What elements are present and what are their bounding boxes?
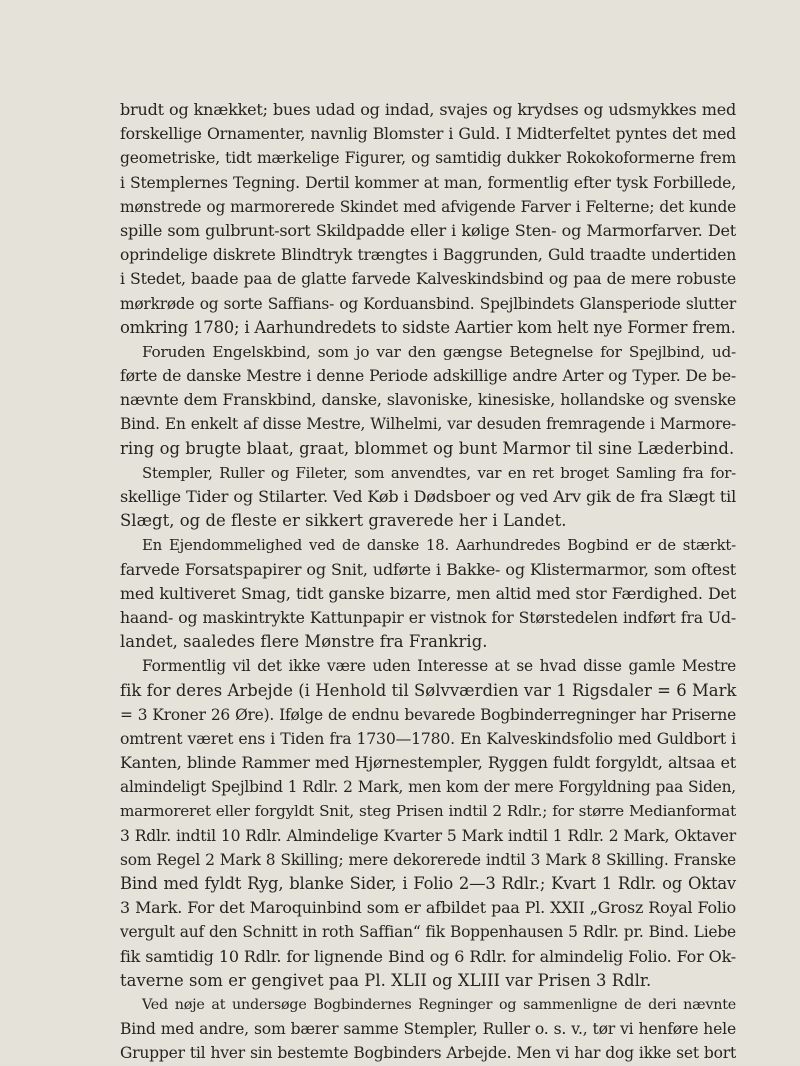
text-line: Bind med andre, som bærer samme Stempler, Ruller o. s. v., tør vi henføre hele — [120, 1020, 736, 1039]
text-line: vergult auf den Schnitt in roth Saffian“ fik Boppenhausen 5 Rdlr. pr. Bind. Liebe — [120, 923, 736, 942]
text-line: omkring 1780; i Aarhundredets to sidste Aartier kom helt nye Former frem. — [120, 317, 736, 337]
text-line: Kanten, blinde Rammer med Hjørnestempler, Ryggen fuldt forgyldt, altsaa et — [120, 753, 736, 773]
text-line: Bind. En enkelt af disse Mestre, Wilhelmi, var desuden fremragende i Marmore- — [120, 415, 736, 434]
text-line: brudt og knækket; bues udad og indad, svajes og krydses og udsmykkes med — [120, 100, 736, 119]
text-line: farvede Forsatspapirer og Snit, udførte i Bakke- og Klistermarmor, som oftest — [120, 559, 736, 579]
text-line: = 3 Kroner 26 Øre). Ifølge de endnu bevarede Bogbinderregninger har Priserne — [120, 705, 736, 724]
text-line: i Stedet, baade paa de glatte farvede Kalveskindsbind og paa de mere robuste — [120, 269, 736, 289]
text-line: 3 Rdlr. indtil 10 Rdlr. Almindelige Kvarter 5 Mark indtil 1 Rdlr. 2 Mark, Oktaver — [120, 826, 736, 845]
text-line: 3 Mark. For det Maroquinbind som er afbildet paa Pl. XXII „Grosz Royal Folio — [120, 898, 736, 918]
text-line: i Stemplernes Tegning. Dertil kommer at man, formentlig efter tysk Forbillede, — [120, 172, 736, 192]
text-line: mønstrede og marmorerede Skindet med afvigende Farver i Felterne; det kunde — [120, 197, 736, 216]
text-line: Bind med fyldt Ryg, blanke Sider, i Folio 2—3 Rdlr.; Kvart 1 Rdlr. og Oktav — [120, 874, 736, 893]
text-line: som Regel 2 Mark 8 Skilling; mere dekorerede indtil 3 Mark 8 Skilling. Franske — [120, 850, 736, 869]
text-line: forskellige Ornamenter, navnlig Blomster i Guld. I Midterfeltet pyntes det med — [120, 124, 736, 144]
text-line: skellige Tider og Stilarter. Ved Køb i Dødsboer og ved Arv gik de fra Slægt til — [120, 487, 736, 506]
text-line: geometriske, tidt mærkelige Figurer, og samtidig dukker Rokokoformerne frem — [120, 149, 736, 168]
text-line: Foruden Engelskbind, som jo var den gængse Betegnelse for Spejlbind, ud- — [142, 342, 736, 361]
text-line: mørkrøde og sorte Saffians- og Korduansbind. Spejlbindets Glansperiode slutter — [120, 294, 736, 313]
text-line: fik for deres Arbejde (i Henhold til Sølvværdien var 1 Rigsdaler = 6 Mark — [120, 680, 737, 700]
text-line: fik samtidig 10 Rdlr. for lignende Bind og 6 Rdlr. for almindelig Folio. For Ok- — [120, 946, 736, 966]
text-line: haand- og maskintrykte Kattunpapir er vistnok for Størstedelen indført fra Ud- — [120, 607, 736, 627]
text-line: Grupper til hver sin bestemte Bogbinders Arbejde. Men vi har dog ikke set bort — [120, 1044, 736, 1063]
text-line: Stempler, Ruller og Fileter, som anvendtes, var en ret broget Samling fra for- — [142, 463, 736, 482]
text-line: med kultiveret Smag, tidt ganske bizarre, men altid med stor Færdighed. Det — [120, 583, 736, 603]
text-line: landet, saaledes flere Mønstre fra Frankrig. — [120, 632, 488, 652]
text-line: taverne som er gengivet paa Pl. XLII og XLIII var Prisen 3 Rdlr. — [120, 970, 652, 990]
text-line: En Ejendommelighed ved de danske 18. Aarhundredes Bogbind er de stærkt- — [142, 536, 736, 555]
text-line: oprindelige diskrete Blindtryk trængtes i Baggrunden, Guld traadte undertiden — [120, 246, 736, 265]
body-text — [120, 98, 736, 1066]
text-line: førte de danske Mestre i denne Periode adskillige andre Arter og Typer. De be- — [120, 366, 736, 386]
text-line: Slægt, og de fleste er sikkert graverede her i Landet. — [120, 511, 567, 531]
text-line: almindeligt Spejlbind 1 Rdlr. 2 Mark, men kom der mere Forgyldning paa Siden, — [120, 778, 736, 797]
text-line: omtrent været ens i Tiden fra 1730—1780. En Kalveskindsfolio med Guldbort i — [120, 728, 736, 748]
text-line: marmoreret eller forgyldt Snit, steg Prisen indtil 2 Rdlr.; for større Medianformat — [120, 802, 736, 821]
text-line: nævnte dem Franskbind, danske, slavoniske, kinesiske, hollandske og svenske — [120, 390, 736, 410]
text-line: Ved nøje at undersøge Bogbindernes Regninger og sammenligne de deri nævnte — [142, 996, 736, 1013]
text-line: ring og brugte blaat, graat, blommet og bunt Marmor til sine Læderbind. — [120, 438, 735, 458]
text-line: Formentlig vil det ikke være uden Interesse at se hvad disse gamle Mestre — [142, 657, 736, 676]
text-line: spille som gulbrunt-sort Skildpadde eller i kølige Sten- og Marmorfarver. Det — [120, 220, 736, 240]
